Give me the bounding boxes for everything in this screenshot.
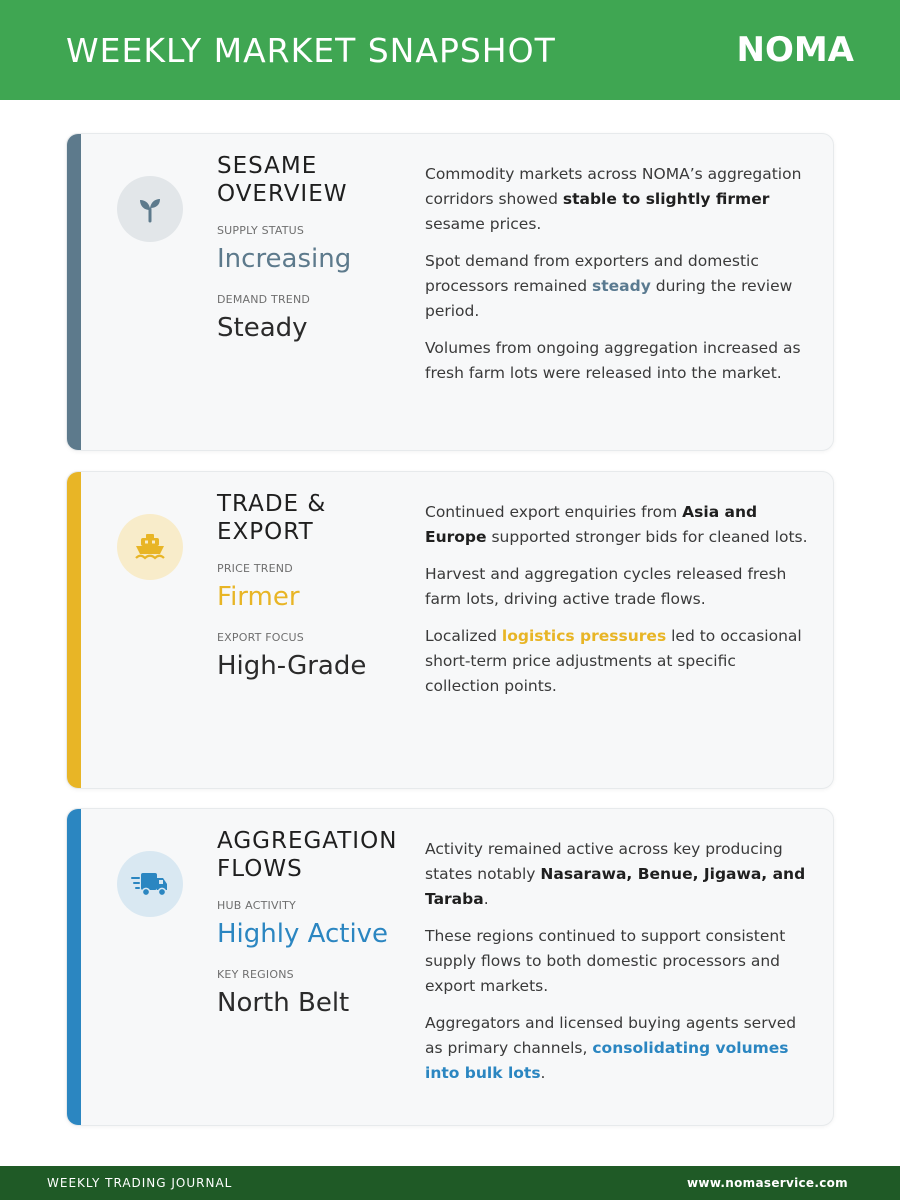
metric-value: Increasing (217, 244, 352, 274)
trade-export-card (66, 471, 834, 789)
paragraph: Aggregators and licensed buying agents served as primary channels, consolidating volumes into bulk lots. (425, 1014, 797, 1082)
metric-label: PRICE TREND (217, 562, 293, 575)
sprout-icon (117, 176, 183, 242)
card-accent-bar (67, 472, 81, 788)
metric-label: EXPORT FOCUS (217, 631, 304, 644)
sesame-overview-card (66, 133, 834, 451)
metric-label: HUB ACTIVITY (217, 899, 296, 912)
metric-label: SUPPLY STATUS (217, 224, 305, 237)
card-accent-bar (67, 134, 81, 450)
paragraph: Spot demand from exporters and domestic processors remained steady during the review period. (425, 252, 793, 320)
card-accent-bar (67, 809, 81, 1125)
paragraph: Continued export enquiries from Asia and Europe supported stronger bids for cleaned lots. (425, 503, 808, 546)
metric-label: DEMAND TREND (217, 293, 311, 306)
page-title: WEEKLY MARKET SNAPSHOT (66, 30, 556, 70)
paragraph: Localized logistics pressures led to occasional short-term price adjustments at specific collection points. (425, 627, 802, 695)
metric-value: Highly Active (217, 919, 389, 949)
card-title-line: OVERVIEW (217, 181, 348, 207)
ship-icon (117, 514, 183, 580)
page-header (0, 0, 900, 100)
paragraph: Commodity markets across NOMA’s aggregation corridors showed stable to slightly firmer sesame prices. (425, 165, 802, 233)
card-metrics (217, 490, 407, 700)
footer-website-link[interactable]: www.nomaservice.com (687, 1176, 848, 1190)
card-title (217, 490, 407, 546)
card-description (425, 500, 810, 711)
paragraph: Volumes from ongoing aggregation increased as fresh farm lots were released into the market. (425, 339, 801, 382)
card-title-line: TRADE & (217, 491, 327, 517)
card-title-line: AGGREGATION (217, 828, 398, 854)
metric-value: Firmer (217, 582, 300, 612)
metric-value: North Belt (217, 988, 350, 1018)
card-metrics (217, 152, 407, 362)
card-title (217, 827, 407, 883)
truck-icon (117, 851, 183, 917)
card-description (425, 162, 810, 398)
paragraph: These regions continued to support consistent supply flows to both domestic processors and export markets. (425, 927, 786, 995)
card-description (425, 837, 810, 1098)
metric-value: High-Grade (217, 651, 367, 681)
metric-value: Steady (217, 313, 308, 343)
aggregation-flows-card (66, 808, 834, 1126)
brand-logo: NOMA (736, 30, 854, 70)
footer-journal-label: WEEKLY TRADING JOURNAL (47, 1176, 233, 1190)
card-title-line: EXPORT (217, 519, 314, 545)
paragraph: Activity remained active across key producing states notably Nasarawa, Benue, Jigawa, and Taraba. (425, 840, 806, 908)
metric-label: KEY REGIONS (217, 968, 294, 981)
paragraph: Harvest and aggregation cycles released fresh farm lots, driving active trade flows. (425, 565, 787, 608)
page-footer (0, 1166, 900, 1200)
card-title-line: FLOWS (217, 856, 303, 882)
card-title (217, 152, 407, 208)
card-title-line: SESAME (217, 153, 318, 179)
card-metrics (217, 827, 407, 1037)
